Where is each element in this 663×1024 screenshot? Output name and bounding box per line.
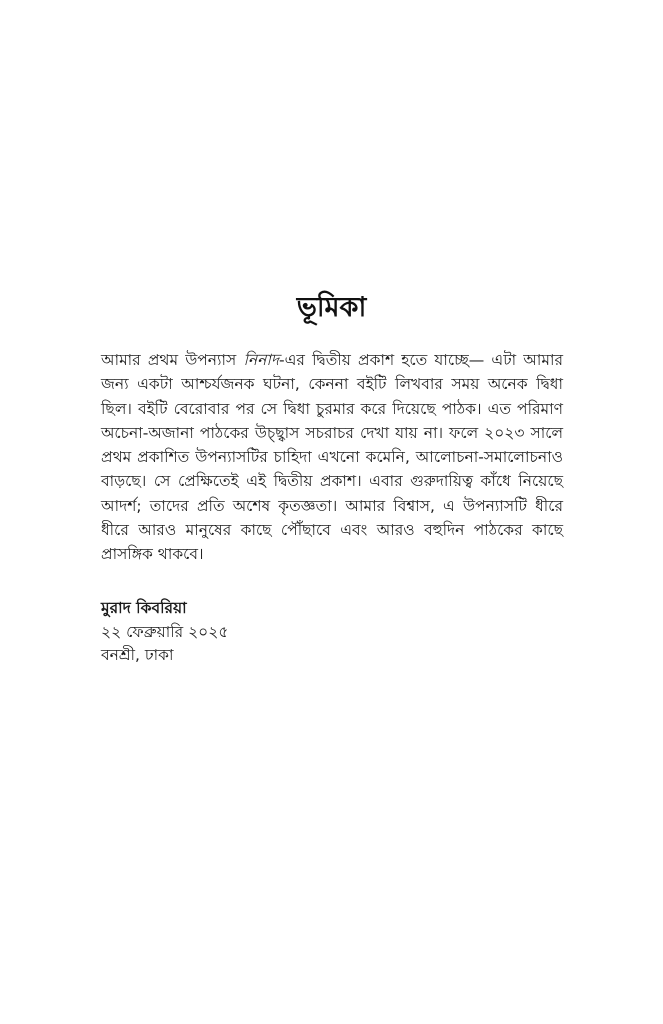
line-text: আমার প্রথম উপন্যাস [101,351,244,369]
paragraph-line: জন্য একটা আশ্চর্যজনক ঘটনা, কেননা বইটি লিখবার সময় অনেক দ্বিধা [101,375,563,394]
paragraph-line: ছিল। বইটি বেরোবার পর সে দ্বিধা চুরমার করে দিয়েছে পাঠক। এত পরিমাণ [101,399,563,418]
paragraph-line: প্রাসঙ্গিক থাকবে। [101,545,204,564]
paragraph-line: বাড়ছে। সে প্রেক্ষিতেই এই দ্বিতীয় প্রকাশ। এবার গুরুদায়িত্ব কাঁধে নিয়েছে [101,472,563,491]
preface-paragraph [101,348,563,567]
page-title: ভূমিকা [296,292,367,323]
book-title-italic: নিনাদ [243,351,280,369]
signature-place: বনশ্রী, ঢাকা [101,646,174,664]
paragraph-line: অচেনা-অজানা পাঠকের উচ্ছ্বাস সচরাচর দেখা যায় না। ফলে ২০২৩ সালে [101,423,563,442]
signature-date: ২২ ফেব্রুয়ারি ২০২৫ [101,622,229,641]
paragraph-line [101,348,563,372]
line-text: -এর দ্বিতীয় প্রকাশ হতে যাচ্ছে— এটা আমার [279,351,563,369]
paragraph-line: ধীরে আরও মানুষের কাছে পৌঁছাবে এবং আরও বহুদিন পাঠকের কাছে [101,521,563,540]
author-name: মুরাদ কিবরিয়া [101,599,187,617]
paragraph-line: আদর্শ; তাদের প্রতি অশেষ কৃতজ্ঞতা। আমার বিশ্বাস, এ উপন্যাসটি ধীরে [101,496,563,515]
paragraph-line: প্রথম প্রকাশিত উপন্যাসটির চাহিদা এখনো কমেনি, আলোচনা-সমালোচনাও [101,448,563,467]
signature-block [101,597,228,668]
